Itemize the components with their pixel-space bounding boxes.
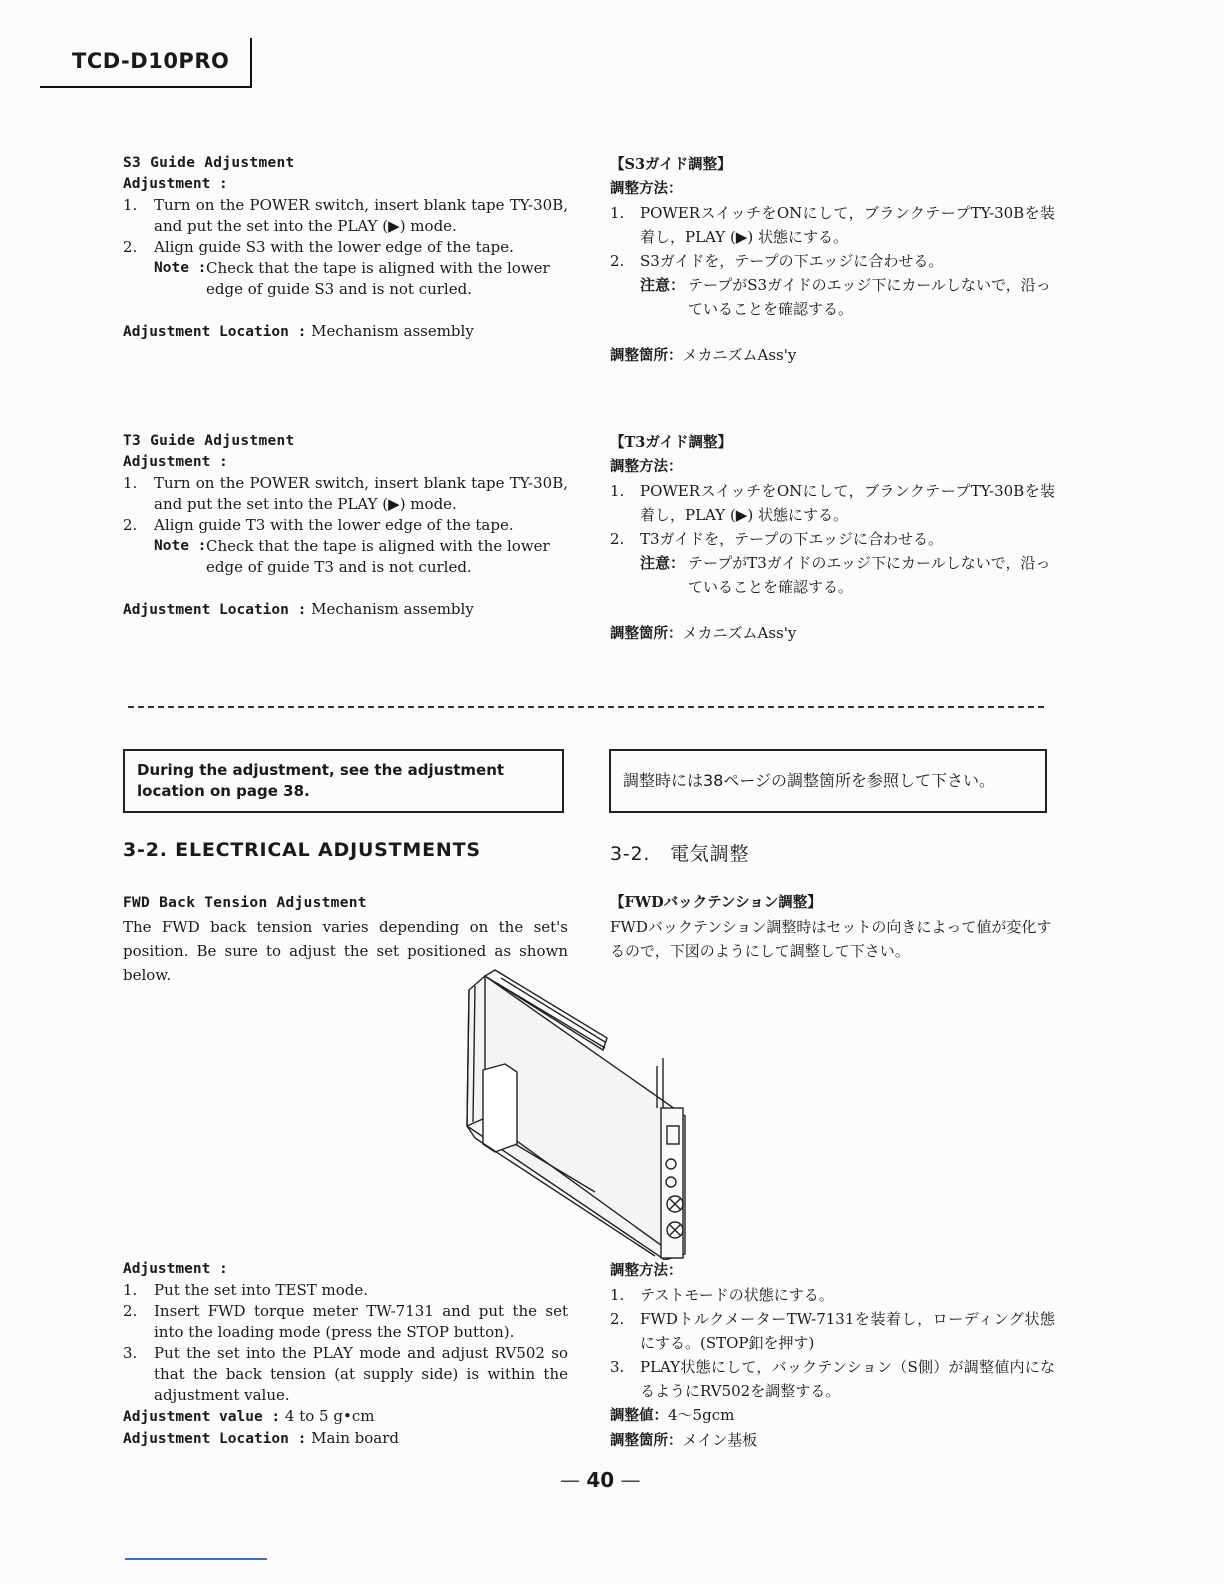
s3-steps-jp: [610, 201, 1055, 273]
fwd-location-jp: 調整箇所：メイン基板: [610, 1431, 758, 1449]
footer-line: [125, 1558, 267, 1560]
t3-title: T3 Guide Adjustment: [123, 433, 295, 449]
list-item: 2. T3ガイドを，テープの下エッジに合わせる。: [610, 530, 944, 548]
fwd-intro-jp: [610, 891, 1055, 963]
list-item: 3. PLAY状態にして，バックテンション（S側）が調整値内になるようにRV502を調整する。: [610, 1358, 1055, 1400]
t3-note: Note : Check that the tape is aligned with the lower edge of guide T3 and is not curled.: [154, 537, 550, 576]
t3-section-jp: [610, 431, 1055, 646]
list-item: 1. Turn on the POWER switch, insert blank tape TY-30B, and put the set into the PLAY (▶) mode.: [123, 474, 568, 513]
device-illustration: [455, 968, 710, 1260]
fwd-adjustment-jp: [610, 1259, 1055, 1453]
section-divider: [128, 706, 1044, 708]
list-item: 1. POWERスイッチをONにして，ブランクテープTY-30Bを装着し，PLAY (▶) 状態にする。: [610, 204, 1055, 246]
page-number: — 40 —: [560, 1468, 641, 1492]
t3-steps: [123, 473, 568, 536]
fwd-intro-text: The FWD back tension varies depending on the set's position. Be sure to adjust the set positioned as shown below.: [123, 918, 568, 984]
s3-section-en: [123, 153, 568, 343]
section-title-jp: 3-2. 電気調整: [610, 843, 750, 865]
s3-adjustment-label: Adjustment :: [123, 176, 228, 192]
t3-steps-jp: [610, 479, 1055, 551]
fwd-location: Adjustment Location : Main board: [123, 1429, 399, 1447]
list-item: 1. Turn on the POWER switch, insert blank tape TY-30B, and put the set into the PLAY (▶) mode.: [123, 196, 568, 235]
s3-location-jp: 調整箇所：メカニズムAss'y: [610, 346, 797, 364]
s3-section-jp: [610, 153, 1055, 368]
list-item: 3. Put the set into the PLAY mode and adjust RV502 so that the back tension (at supply side) is within the adjustment value.: [123, 1344, 568, 1404]
notice-box-jp: 調整時には38ページの調整箇所を参照して下さい。: [609, 749, 1047, 813]
s3-title-jp: 【S3ガイド調整】: [610, 156, 732, 173]
fwd-title: FWD Back Tension Adjustment: [123, 895, 367, 911]
fwd-steps-jp: [610, 1283, 1055, 1403]
t3-section-en: [123, 431, 568, 621]
list-item: 2. FWDトルクメーターTW-7131を装着し，ローディング状態にする。(STOP釦を押す): [610, 1310, 1055, 1352]
s3-note: Note : Check that the tape is aligned with the lower edge of guide S3 and is not curled.: [154, 259, 550, 298]
list-item: 1. テストモードの状態にする。: [610, 1286, 834, 1304]
fwd-adjustment-label: Adjustment :: [123, 1261, 228, 1277]
fwd-intro-text-jp: FWDバックテンション調整時はセットの向きによって値が変化するので，下図のようにして調整して下さい。: [610, 918, 1052, 960]
t3-location: Adjustment Location : Mechanism assembly: [123, 600, 474, 618]
model-name: TCD-D10PRO: [72, 49, 230, 73]
s3-adjustment-label-jp: 調整方法：: [610, 180, 683, 197]
s3-steps: [123, 195, 568, 258]
header-rule-vertical: [250, 38, 252, 88]
t3-note-jp: 注意： テープがT3ガイドのエッジ下にカールしないで，沿っていることを確認する。: [640, 554, 1051, 596]
list-item: 1. POWERスイッチをONにして，ブランクテープTY-30Bを装着し，PLAY (▶) 状態にする。: [610, 482, 1055, 524]
fwd-value: Adjustment value : 4 to 5 g•cm: [123, 1407, 375, 1425]
s3-note-jp: 注意： テープがS3ガイドのエッジ下にカールしないで，沿っていることを確認する。: [640, 276, 1051, 318]
s3-title: S3 Guide Adjustment: [123, 155, 295, 171]
s3-location: Adjustment Location : Mechanism assembly: [123, 322, 474, 340]
fwd-value-jp: 調整値：4～5gcm: [610, 1406, 735, 1424]
t3-adjustment-label-jp: 調整方法：: [610, 458, 683, 475]
list-item: 2. Insert FWD torque meter TW-7131 and put the set into the loading mode (press the STOP button).: [123, 1302, 568, 1341]
section-title-en: 3-2. ELECTRICAL ADJUSTMENTS: [123, 839, 481, 861]
list-item: 2. Align guide T3 with the lower edge of the tape.: [123, 516, 514, 534]
notice-box-en: During the adjustment, see the adjustment location on page 38.: [123, 749, 564, 813]
header-rule: [40, 86, 252, 88]
fwd-adjustment-en: [123, 1259, 568, 1450]
t3-adjustment-label: Adjustment :: [123, 454, 228, 470]
list-item: 2. S3ガイドを，テープの下エッジに合わせる。: [610, 252, 944, 270]
fwd-title-jp: 【FWDバックテンション調整】: [610, 894, 822, 911]
list-item: 1. Put the set into TEST mode.: [123, 1281, 369, 1299]
t3-title-jp: 【T3ガイド調整】: [610, 434, 732, 451]
t3-location-jp: 調整箇所：メカニズムAss'y: [610, 624, 797, 642]
fwd-adjustment-label-jp: 調整方法：: [610, 1262, 683, 1279]
fwd-steps: [123, 1280, 568, 1406]
list-item: 2. Align guide S3 with the lower edge of the tape.: [123, 238, 514, 256]
